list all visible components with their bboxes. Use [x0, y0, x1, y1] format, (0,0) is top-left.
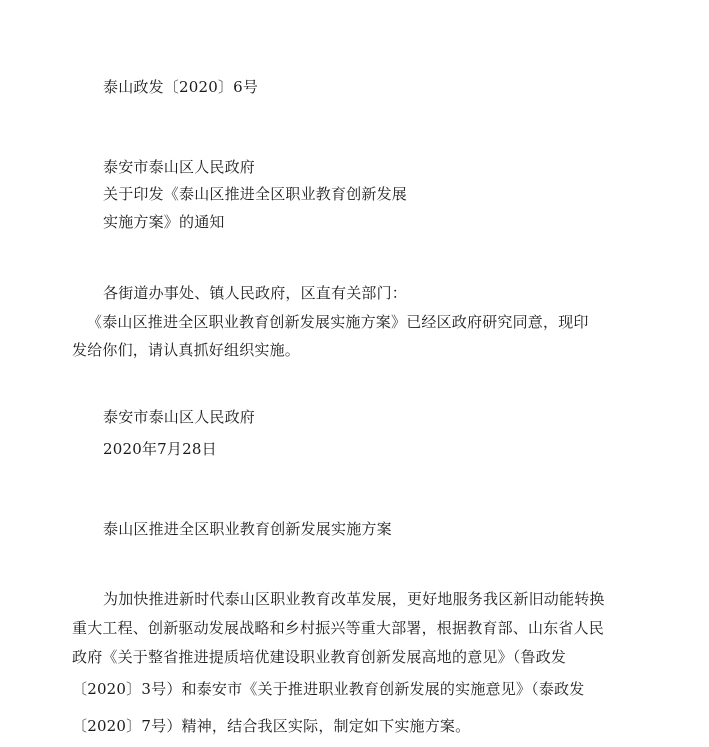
signature-date: 2020年7月28日 [103, 440, 217, 458]
document-number: 泰山政发〔2020〕6号 [103, 78, 259, 96]
issuer-heading: 泰安市泰山区人民政府 [103, 158, 256, 176]
plan-paragraph-line-2: 重大工程、创新驱动发展战略和乡村振兴等重大部署，根据教育部、山东省人民 [72, 619, 605, 637]
plan-paragraph-line-1: 为加快推进新时代泰山区职业教育改革发展，更好地服务我区新旧动能转换 [103, 590, 605, 608]
signature-organization: 泰安市泰山区人民政府 [103, 408, 256, 426]
plan-paragraph-line-5: 〔2020〕7号）精神，结合我区实际，制定如下实施方案。 [72, 717, 471, 735]
notice-body-line-2: 发给你们，请认真抓好组织实施。 [72, 341, 301, 359]
notice-title-line-1: 关于印发《泰山区推进全区职业教育创新发展 [103, 185, 408, 203]
plan-paragraph-line-4: 〔2020〕3号）和泰安市《关于推进职业教育创新发展的实施意见》（泰政发 [72, 680, 585, 698]
addressee: 各街道办事处、镇人民政府，区直有关部门： [103, 284, 408, 302]
notice-body-line-1: 《泰山区推进全区职业教育创新发展实施方案》已经区政府研究同意，现印 [87, 313, 589, 331]
plan-title: 泰山区推进全区职业教育创新发展实施方案 [103, 520, 392, 538]
notice-title-line-2: 实施方案》的通知 [103, 213, 225, 231]
plan-paragraph-line-3: 政府《关于整省推进提质培优建设职业教育创新发展高地的意见》（鲁政发 [72, 648, 567, 666]
